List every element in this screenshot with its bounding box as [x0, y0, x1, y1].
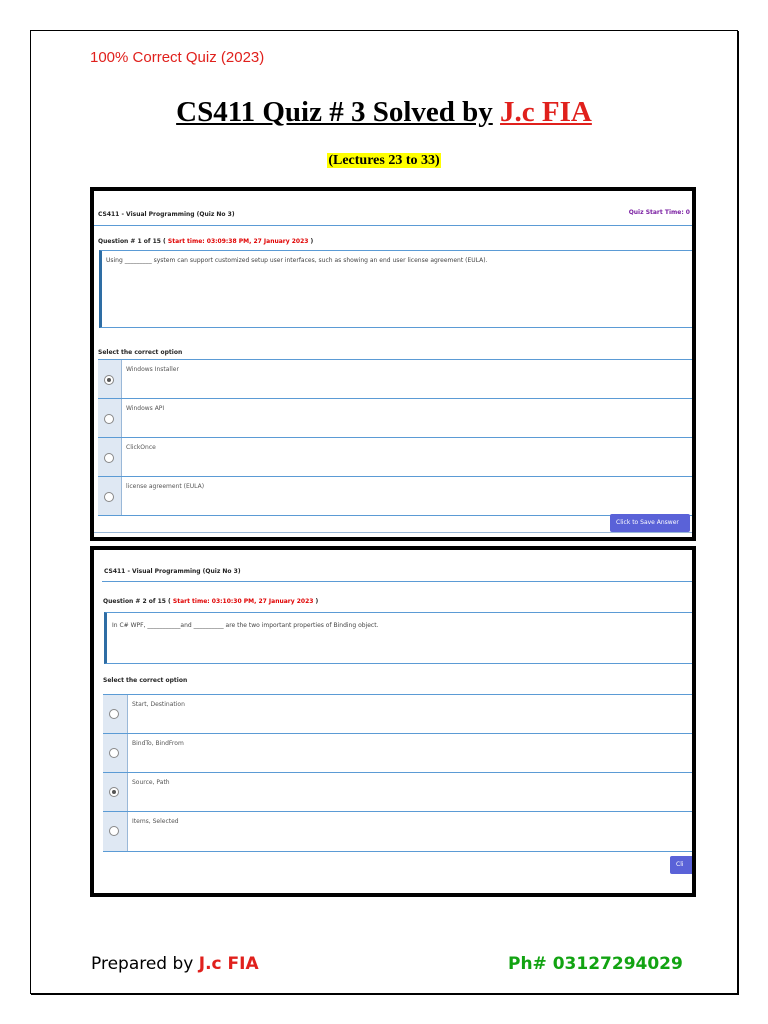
prepared-author: J.c FIA: [198, 954, 259, 974]
phone-number: Ph# 03127294029: [508, 954, 683, 974]
title-prefix: CS411 Quiz # 3 Solved by: [176, 96, 493, 128]
option-row[interactable]: [98, 438, 692, 477]
question-text: In C# WPF, ___________and __________ are the two important properties of Binding object.: [112, 622, 379, 629]
question-text: Using _________ system can support customized setup user interfaces, such as showing an end user license agreement (EULA).: [106, 257, 488, 264]
radio-button-selected[interactable]: [109, 787, 119, 797]
option-row[interactable]: [98, 360, 692, 399]
quiz-screenshot-2: [90, 546, 696, 897]
prepared-prefix: Prepared by: [91, 954, 194, 974]
option-label: ClickOnce: [126, 444, 156, 451]
options-list: [98, 359, 692, 516]
select-option-label: Select the correct option: [98, 349, 183, 356]
radio-button[interactable]: [109, 826, 119, 836]
lectures-label: (Lectures 23 to 33): [328, 153, 440, 168]
radio-button[interactable]: [109, 748, 119, 758]
question-box: [104, 612, 696, 664]
option-row[interactable]: [98, 477, 692, 516]
question-box: [99, 250, 696, 328]
prepared-by: [91, 954, 259, 974]
option-label: Items, Selected: [132, 818, 179, 825]
option-label: Windows Installer: [126, 366, 179, 373]
radio-button-selected[interactable]: [104, 375, 114, 385]
question-start-time: Start time: 03:09:38 PM, 27 January 2023: [167, 238, 309, 245]
select-option-label: Select the correct option: [103, 677, 188, 684]
options-list: [103, 694, 692, 855]
question-number: Question # 2 of 15 (: [103, 598, 171, 605]
quiz-start-time: Quiz Start Time: 0: [628, 209, 690, 216]
course-title: CS411 - Visual Programming (Quiz No 3): [104, 568, 241, 575]
save-answer-button[interactable]: Click to Save Answer: [610, 514, 690, 532]
save-answer-button[interactable]: Cli: [670, 856, 696, 874]
lectures-range: [0, 151, 768, 169]
title-author: J.c FIA: [500, 96, 592, 128]
option-label: Source, Path: [132, 779, 170, 786]
radio-button[interactable]: [104, 492, 114, 502]
option-row[interactable]: [103, 773, 692, 812]
question-start-time: Start time: 03:10:30 PM, 27 January 2023: [172, 598, 314, 605]
course-title: CS411 - Visual Programming (Quiz No 3): [98, 211, 235, 218]
question-number: Question # 1 of 15 (: [98, 238, 166, 245]
document-title: [0, 96, 768, 129]
option-row[interactable]: [103, 812, 692, 852]
header-note: 100% Correct Quiz (2023): [90, 49, 265, 66]
radio-button[interactable]: [109, 709, 119, 719]
divider: [94, 532, 692, 533]
option-label: Start, Destination: [132, 701, 185, 708]
question-header: [103, 598, 318, 605]
radio-button[interactable]: [104, 453, 114, 463]
question-header: [98, 238, 313, 245]
divider: [102, 581, 692, 582]
option-label: Windows API: [126, 405, 165, 412]
option-label: license agreement (EULA): [126, 483, 205, 490]
question-close: ): [310, 238, 314, 245]
option-row[interactable]: [103, 695, 692, 734]
quiz-screenshot-1: [90, 187, 696, 541]
radio-button[interactable]: [104, 414, 114, 424]
divider: [94, 225, 692, 226]
option-row[interactable]: [103, 734, 692, 773]
option-row[interactable]: [98, 399, 692, 438]
question-close: ): [315, 598, 319, 605]
option-label: BindTo, BindFrom: [132, 740, 184, 747]
